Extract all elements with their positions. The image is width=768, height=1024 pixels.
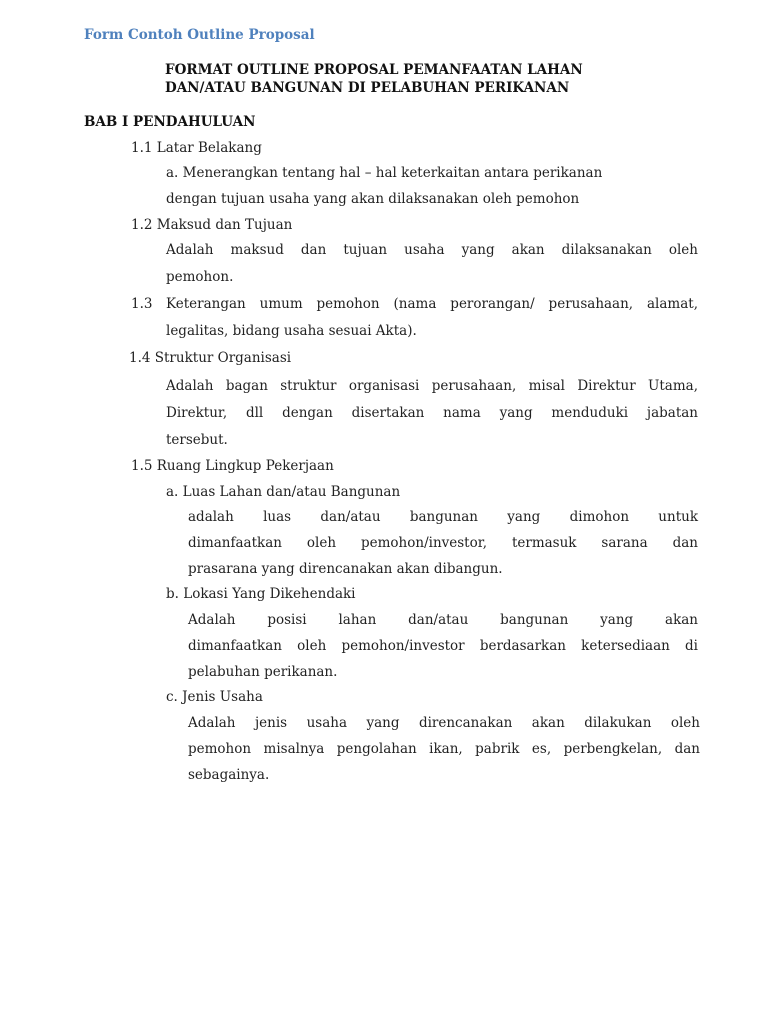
section-1-2-line-2: pemohon. [166, 269, 234, 285]
section-1-5-item-a-line-2: dimanfaatkan oleh pemohon/investor, termasuk sarana dan [188, 535, 698, 551]
section-1-3-number: 1.3 [131, 296, 153, 312]
chapter-heading: BAB I PENDAHULUAN [84, 114, 256, 130]
section-1-4-line-2: Direktur, dll dengan disertakan nama yang menduduki jabatan [166, 405, 698, 421]
section-1-1-item-a-line-1: a. Menerangkan tentang hal – hal keterkaitan antara perikanan [166, 165, 603, 181]
document-header: Form Contoh Outline Proposal [84, 27, 315, 43]
title-line-1: FORMAT OUTLINE PROPOSAL PEMANFAATAN LAHAN [165, 62, 583, 78]
section-1-4-line-3: tersebut. [166, 432, 228, 448]
section-1-2-line-1: Adalah maksud dan tujuan usaha yang akan dilaksanakan oleh [166, 242, 698, 258]
title-line-2: DAN/ATAU BANGUNAN DI PELABUHAN PERIKANAN [165, 80, 570, 96]
section-1-5-item-b-heading: b. Lokasi Yang Dikehendaki [166, 586, 356, 602]
section-1-5-item-a-line-1: adalah luas dan/atau bangunan yang dimohon untuk [188, 509, 698, 525]
section-1-5-item-b-line-3: pelabuhan perikanan. [188, 664, 338, 680]
section-1-5-item-c-line-1: Adalah jenis usaha yang direncanakan akan dilakukan oleh [188, 715, 700, 731]
section-1-3-line-2: legalitas, bidang usaha sesuai Akta). [166, 323, 417, 339]
section-1-5-item-c-line-3: sebagainya. [188, 767, 270, 783]
section-1-3-line-1: Keterangan umum pemohon (nama perorangan/ perusahaan, alamat, [166, 296, 698, 312]
section-1-5-item-c-line-2: pemohon misalnya pengolahan ikan, pabrik es, perbengkelan, dan [188, 741, 700, 757]
section-1-1-heading: 1.1 Latar Belakang [131, 140, 262, 156]
section-1-5-item-c-heading: c. Jenis Usaha [166, 689, 263, 705]
section-1-5-item-b-line-2: dimanfaatkan oleh pemohon/investor berdasarkan ketersediaan di [188, 638, 698, 654]
section-1-5-heading: 1.5 Ruang Lingkup Pekerjaan [131, 458, 334, 474]
section-1-4-heading: 1.4 Struktur Organisasi [129, 350, 292, 366]
section-1-1-item-a-line-2: dengan tujuan usaha yang akan dilaksanakan oleh pemohon [166, 191, 580, 207]
section-1-5-item-b-line-1: Adalah posisi lahan dan/atau bangunan yang akan [188, 612, 698, 628]
section-1-5-item-a-heading: a. Luas Lahan dan/atau Bangunan [166, 484, 401, 500]
section-1-4-line-1: Adalah bagan struktur organisasi perusahaan, misal Direktur Utama, [166, 378, 698, 394]
section-1-2-heading: 1.2 Maksud dan Tujuan [131, 217, 293, 233]
section-1-5-item-a-line-3: prasarana yang direncanakan akan dibangun. [188, 561, 503, 577]
